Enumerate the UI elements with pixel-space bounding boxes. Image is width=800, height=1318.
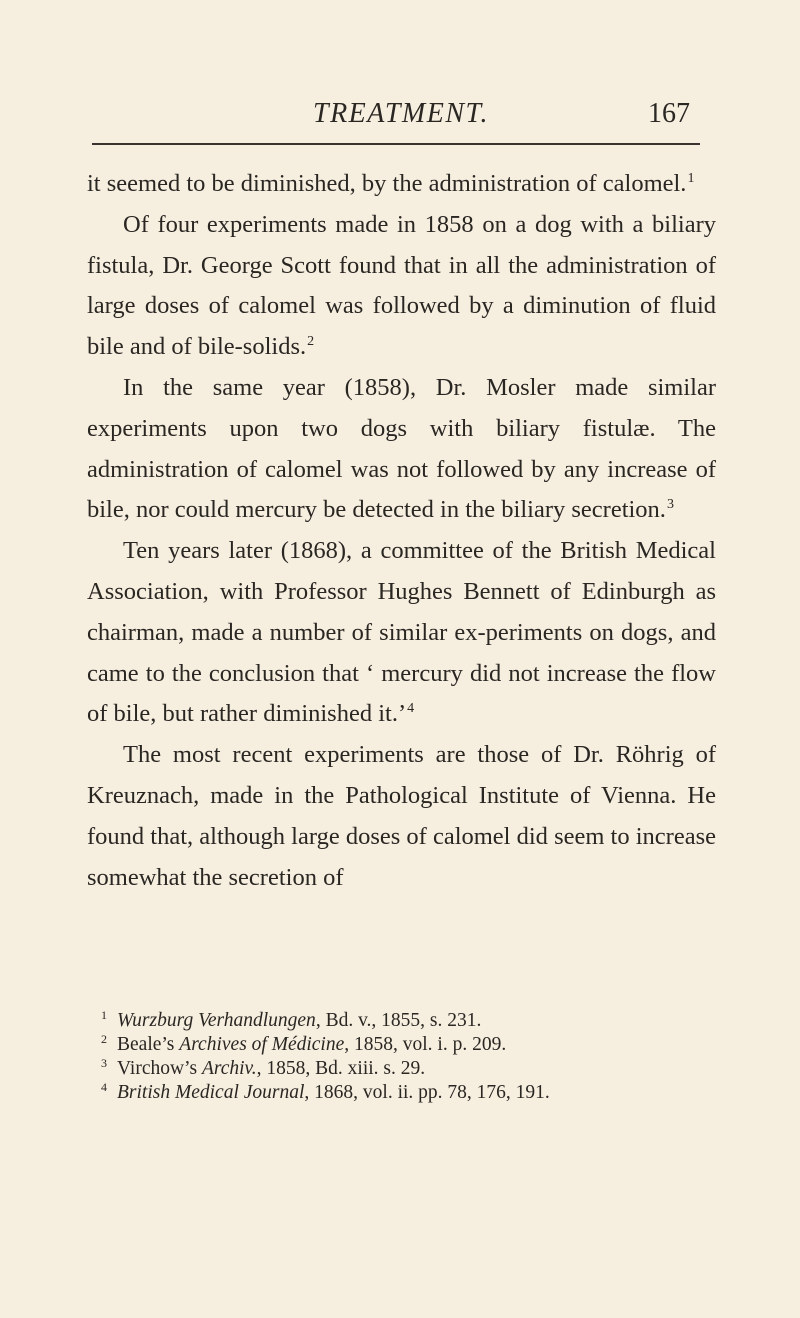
footnote-rest: , 1858, vol. i. p. 209. [344,1034,507,1055]
footnote: 2 Beale’s Archives of Médicine, 1858, vol. i. p. 209. [101,1031,507,1055]
footnote-title: British Medical Journal [117,1082,305,1103]
footnote-title: Archives of Médicine [179,1034,345,1055]
paragraph-text: In the same year (1858), Dr. Mosler made similar experiments upon two dogs with biliary fistulæ. The administration of calomel was not followed by any increase of bile, nor could mercury be detected in the biliary secretion. [87,373,716,524]
paragraph-text: it seemed to be diminished, by the administration of calomel. [87,170,687,197]
footnote-ref: 2 [307,334,315,350]
page-number: 167 [648,98,690,129]
footnote-rest: , 1868, vol. ii. pp. 78, 176, 191. [304,1082,550,1103]
footnote: 1 Wurzburg Verhandlungen, Bd. v., 1855, s. 231. [101,1007,482,1031]
footnote-ref: 1 [687,170,695,186]
footnote-title: Wurzburg Verhandlungen [117,1010,316,1031]
footnote-title: Archiv. [201,1058,257,1079]
footnote-prefix: Virchow’s [117,1058,202,1079]
footnote-ref: 4 [407,701,415,717]
footnote-ref: 3 [666,497,674,513]
paragraph [87,368,716,531]
paragraph-text: Of four experiments made in 1858 on a dog with a biliary fistula, Dr. George Scott found that in all the administration of large doses of calomel was followed by a diminution of fluid bile and of bile-solids. [87,210,716,361]
paragraph-text: Ten years later (1868), a committee of the British Medical Association, with Professor Hughes Bennett of Edinburgh as chairman, made a number of similar ex-periments on dogs, and came to the conclusion that ‘ mercury did not increase the flow of bile, but rather diminished it.’ [87,537,716,728]
paragraph [87,531,716,735]
header-rule [92,143,700,145]
footnote-rest: , 1858, Bd. xiii. s. 29. [256,1058,426,1079]
paragraph [87,164,716,205]
running-head [0,98,800,138]
footnote: 3 Virchow’s Archiv., 1858, Bd. xiii. s. 29. [101,1055,426,1079]
footnotes [101,1009,721,1105]
paragraph-text: The most recent experiments are those of Dr. Röhrig of Kreuznach, made in the Pathological Institute of Vienna. He found that, although large doses of calomel did seem to increase somewhat the secretion of [87,741,716,891]
footnote-rest: , Bd. v., 1855, s. 231. [315,1010,482,1031]
paragraph [87,205,716,368]
footnote-prefix: Beale’s [117,1034,180,1055]
body-text [87,164,716,898]
footnote: 4 British Medical Journal, 1868, vol. ii. pp. 78, 176, 191. [101,1079,550,1103]
paragraph [87,735,716,898]
running-title: TREATMENT. [313,98,490,129]
